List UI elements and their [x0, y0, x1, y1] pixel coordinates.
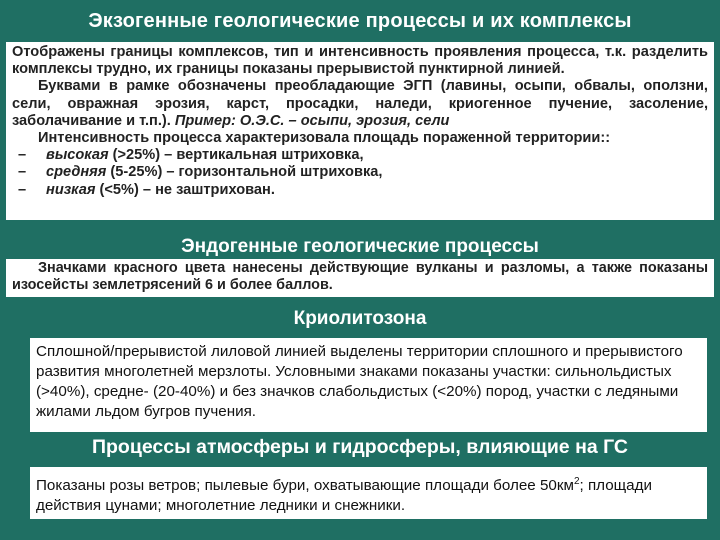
- list-desc: (<5%) – не заштрихован.: [95, 181, 275, 198]
- list-dash: –: [18, 164, 27, 181]
- list-term: средняя: [46, 164, 107, 181]
- list-item: [12, 147, 708, 164]
- section-title-exogenous: Экзогенные геологические процессы и их комплексы: [88, 10, 632, 32]
- section-title-atmosphere: Процессы атмосферы и гидросферы, влияющие на ГС: [92, 436, 628, 458]
- list-dash: –: [18, 181, 27, 198]
- cryolithozone-text: Сплошной/прерывистой лиловой линией выделены территории сплошного и прерывистого развития многолетней мерзлоты. Условными знаками показаны участки: сильнольдистых (>40%), средне- (20-40%) и без значков слабольдистых (<20%) пород, участки с ледяными жилами льдом бугров пучения.: [36, 343, 683, 420]
- atmosphere-text: [36, 472, 701, 516]
- list-desc: (5-25%) – горизонтальной штриховка,: [106, 164, 383, 181]
- exogenous-example: Пример: О.Э.С. – осыпи, эрозия, сели: [174, 112, 450, 129]
- exogenous-paragraph-1: Отображены границы комплексов, тип и интенсивность проявления процесса, т.к. разделить комплексы трудно, их границы показаны прерывистой пунктирной линией.: [12, 44, 708, 78]
- list-term: низкая: [46, 181, 96, 198]
- exogenous-paragraph-2: [12, 78, 708, 130]
- list-desc: (>25%) – вертикальная штриховка,: [108, 147, 364, 164]
- list-item: [12, 164, 708, 181]
- section-title-cryolithozone: Криолитозона: [293, 308, 427, 329]
- endogenous-text-box: [6, 259, 714, 297]
- endogenous-text: Значками красного цвета нанесены действующие вулканы и разломы, а также показаны изосейсты землетрясений 6 и более баллов.: [12, 260, 708, 293]
- exogenous-paragraph-3: Интенсивность процесса характеризовала площадь пораженной территории::: [38, 130, 611, 147]
- list-dash: –: [18, 147, 27, 164]
- superscript: 2: [573, 476, 580, 487]
- list-term: высокая: [46, 147, 109, 164]
- cryolithozone-text-box: [30, 338, 707, 432]
- exogenous-text-box: [6, 42, 714, 220]
- intensity-list: [12, 147, 708, 199]
- atmosphere-text-start: Показаны розы ветров; пылевые бури, охватывающие площади более 50км: [36, 477, 574, 495]
- list-item: [12, 182, 708, 199]
- section-title-endogenous: Эндогенные геологические процессы: [181, 236, 539, 257]
- exogenous-paragraph-2-text: Буквами в рамке обозначены преобладающие ЭГП (лавины, осыпи, обвалы, оползни, сели, овражная эрозия, карст, просадки, наледи, криогенное пучение, засоление, заболачивание и т.п.).: [12, 78, 708, 129]
- atmosphere-text-box: [30, 467, 707, 519]
- atmosphere-text-end: ; площади действия цунами; многолетние ледники и снежники.: [36, 477, 652, 515]
